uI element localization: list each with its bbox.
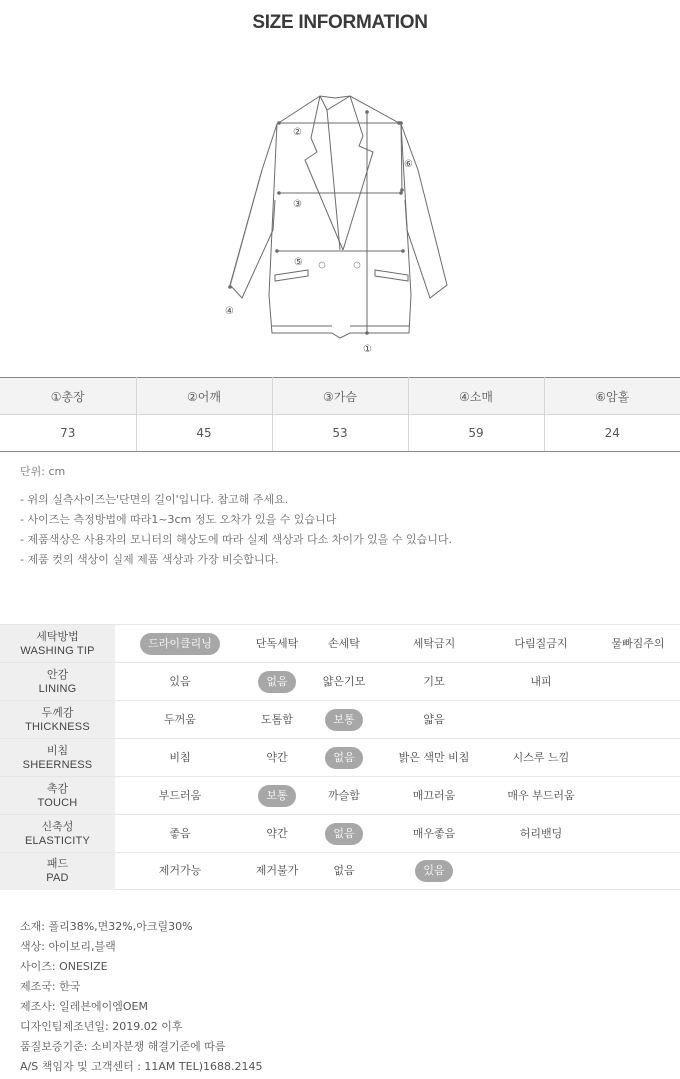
care-row-label	[0, 625, 115, 662]
care-option-label: 도톰함	[261, 712, 293, 726]
marker-armhole: ⑥	[404, 159, 413, 170]
care-option	[135, 739, 225, 776]
page-title: SIZE INFORMATION	[252, 12, 428, 33]
care-row	[0, 662, 680, 700]
size-table-value-row	[0, 415, 680, 452]
care-label-en: WASHING TIP	[20, 644, 95, 657]
care-row	[0, 776, 680, 814]
care-option-label: 매우좋음	[412, 826, 456, 840]
care-option-label: 기모	[423, 674, 445, 688]
care-option	[314, 625, 374, 662]
care-row	[0, 700, 680, 738]
care-option-label: 다림질금지	[514, 636, 568, 650]
info-material: 소재: 폴리38%,면32%,아크릴30%	[20, 920, 193, 933]
care-option-label: 손세탁	[328, 636, 360, 650]
care-option-label: 보통	[258, 785, 295, 807]
size-value-shoulder: 45	[136, 415, 272, 452]
care-option-label: 단독세탁	[255, 636, 299, 650]
care-row	[0, 624, 680, 662]
size-header-length: ①총장	[0, 378, 136, 415]
care-option-label: 물빠짐주의	[611, 636, 665, 650]
care-option-label: 없음	[325, 823, 362, 845]
care-option	[506, 625, 576, 662]
info-date: 디자인팀제조년일: 2019.02 이후	[20, 1020, 183, 1033]
care-option	[598, 625, 678, 662]
care-row-label	[0, 739, 115, 776]
care-option-selected	[314, 815, 374, 852]
care-label-ko: 두께감	[41, 705, 74, 719]
care-option	[135, 701, 225, 738]
jacket-size-diagram	[215, 90, 465, 360]
care-row-label	[0, 701, 115, 738]
care-label-en: PAD	[46, 872, 69, 884]
care-option-label: 없음	[258, 671, 295, 693]
care-label-en: LINING	[38, 682, 77, 695]
care-label-en: SHEERNESS	[22, 758, 93, 771]
care-option-label: 부드러움	[158, 788, 202, 802]
care-row-label	[0, 853, 115, 890]
care-option-label: 없음	[325, 747, 362, 769]
care-option	[394, 701, 474, 738]
care-option-label: 얇음	[423, 712, 445, 726]
size-value-chest: 53	[272, 415, 408, 452]
note-item: - 제품색상은 사용자의 모니터의 해상도에 따라 실제 색상과 다소 차이가 있을 수 있습니다.	[20, 533, 452, 546]
care-option-label: 보통	[325, 709, 362, 731]
care-option-selected	[135, 625, 225, 662]
care-row-label	[0, 815, 115, 852]
care-option-label: 세탁금지	[412, 636, 456, 650]
care-option	[135, 853, 225, 890]
info-manufacturer: 제조사: 일레븐에이엠OEM	[20, 1000, 148, 1013]
care-option-label: 비침	[169, 750, 191, 764]
marker-shoulder: ②	[293, 127, 302, 138]
care-option-label: 까슬함	[328, 788, 360, 802]
care-option	[394, 625, 474, 662]
size-header-shoulder: ②어깨	[136, 378, 272, 415]
info-service: A/S 책임자 및 고객센터 : 11AM TEL)1688.2145	[20, 1060, 263, 1073]
care-option-label: 매끄러움	[412, 788, 456, 802]
care-option	[506, 739, 576, 776]
care-option-label: 매우 부드러움	[507, 788, 575, 802]
care-option-label: 드라이클리닝	[140, 633, 220, 655]
care-label-en: ELASTICITY	[25, 834, 90, 847]
care-option	[135, 663, 225, 700]
size-value-length: 73	[0, 415, 136, 452]
size-header-armhole: ⑥암홀	[544, 378, 680, 415]
unit-label: 단위: cm	[20, 465, 66, 478]
care-option-selected	[314, 739, 374, 776]
care-option-selected	[394, 853, 474, 890]
care-label-ko: 패드	[46, 857, 69, 870]
care-option	[506, 815, 576, 852]
size-header-sleeve: ④소매	[408, 378, 544, 415]
care-label-ko: 비침	[46, 743, 69, 757]
care-option	[314, 777, 374, 814]
info-warranty: 품질보증기준: 소비자분쟁 해결기준에 따름	[20, 1040, 226, 1053]
care-option	[394, 815, 474, 852]
care-option-label: 있음	[169, 674, 191, 688]
care-option	[394, 777, 474, 814]
care-option	[237, 701, 317, 738]
size-table-header-row	[0, 378, 680, 415]
info-color: 색상: 아이보리,블랙	[20, 940, 116, 953]
care-option	[135, 777, 225, 814]
care-option-label: 있음	[415, 860, 452, 882]
note-item: - 제품 컷의 색상이 실제 제품 색상과 가장 비슷합니다.	[20, 553, 279, 566]
size-header-chest: ③가슴	[272, 378, 408, 415]
marker-length: ①	[363, 344, 372, 355]
note-item: - 위의 실측사이즈는'단면의 길이'입니다. 참고해 주세요.	[20, 493, 289, 506]
marker-chest: ③	[293, 199, 302, 210]
care-label-ko: 안감	[46, 667, 69, 681]
marker-hem: ⑤	[294, 257, 303, 268]
care-row-label	[0, 777, 115, 814]
care-option-label: 약간	[266, 750, 288, 764]
marker-sleeve: ④	[225, 306, 234, 317]
care-option-selected	[237, 777, 317, 814]
care-option	[135, 815, 225, 852]
size-table	[0, 377, 680, 452]
care-row	[0, 852, 680, 890]
care-option	[314, 853, 374, 890]
care-option-label: 제거불가	[255, 864, 299, 877]
care-option	[237, 853, 317, 890]
care-option-label: 없음	[333, 864, 355, 877]
care-label-en: THICKNESS	[25, 720, 90, 733]
care-row-label	[0, 663, 115, 700]
care-option	[394, 663, 474, 700]
care-option-label: 약간	[266, 826, 288, 840]
care-option-label: 밝은 색만 비침	[398, 750, 470, 764]
care-table	[0, 624, 680, 890]
size-value-armhole: 24	[544, 415, 680, 452]
info-size: 사이즈: ONESIZE	[20, 960, 108, 973]
care-option-label: 내피	[530, 674, 552, 688]
care-option-selected	[314, 701, 374, 738]
care-option-label: 좋음	[169, 826, 191, 840]
care-option	[506, 663, 576, 700]
jacket-outline-illustration	[215, 90, 465, 360]
care-option-label: 두꺼움	[164, 712, 196, 726]
care-option-label: 시스루 느낌	[512, 750, 570, 764]
info-origin: 제조국: 한국	[20, 980, 81, 993]
care-option	[237, 815, 317, 852]
care-option	[314, 663, 374, 700]
care-label-ko: 촉감	[46, 781, 69, 795]
care-row	[0, 814, 680, 852]
care-option	[506, 777, 576, 814]
care-label-ko: 신축성	[41, 819, 74, 833]
note-item: - 사이즈는 측정방법에 따라1~3cm 정도 오차가 있을 수 있습니다	[20, 513, 337, 526]
size-value-sleeve: 59	[408, 415, 544, 452]
care-row	[0, 738, 680, 776]
care-option	[237, 625, 317, 662]
care-label-en: TOUCH	[37, 796, 78, 809]
care-option	[237, 739, 317, 776]
care-option-label: 얇은기모	[322, 674, 366, 688]
care-option	[394, 739, 474, 776]
care-option-selected	[237, 663, 317, 700]
size-notes	[20, 490, 452, 570]
care-option-label: 제거가능	[158, 864, 202, 877]
care-label-ko: 세탁방법	[36, 629, 79, 643]
care-option-label: 허리밴딩	[519, 826, 563, 840]
product-info-list	[20, 917, 263, 1077]
